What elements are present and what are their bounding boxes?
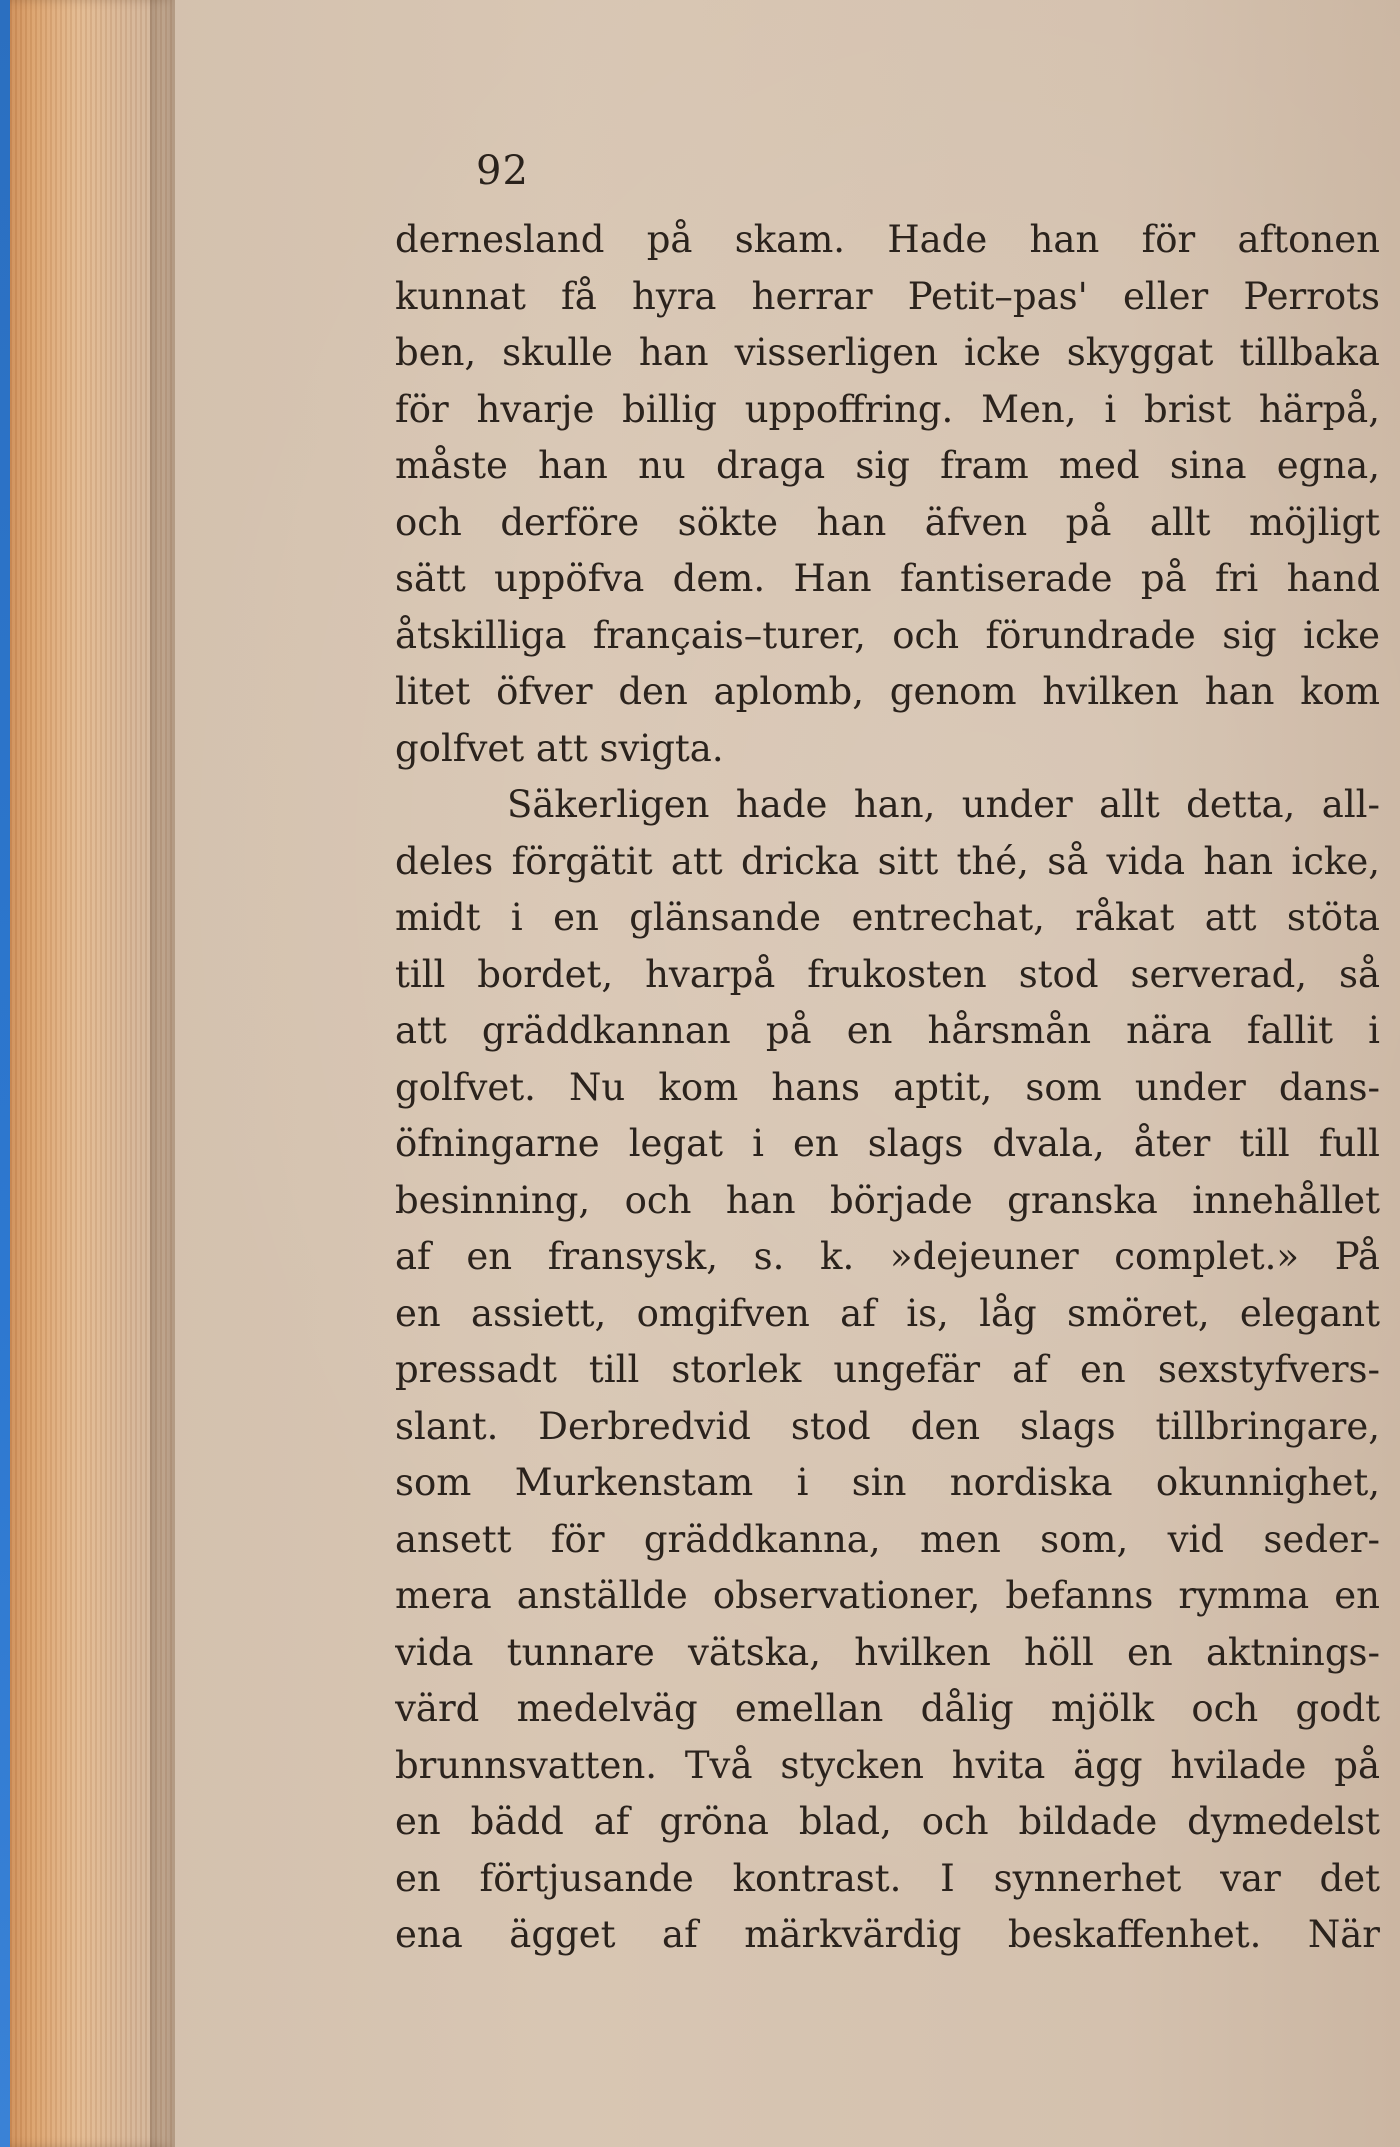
binding-cloth-strip — [0, 0, 10, 2147]
text-line: ena ägget af märkvärdig beskaffenhet. När — [395, 1913, 1380, 1956]
text-line: midt i en glänsande entrechat, råkat att stöta — [395, 896, 1380, 939]
text-line: besinning, och han började granska innehållet — [395, 1178, 1380, 1222]
text-line: åtskilliga français–turer, och förundrade sig icke — [395, 613, 1380, 657]
text-line: slant. Derbredvid stod den slags tillbringare, — [395, 1404, 1380, 1448]
text-line: deles förgätit att dricka sitt thé, så vida han icke, — [395, 839, 1380, 883]
text-line: en assiett, omgifven af is, låg smöret, elegant — [395, 1291, 1380, 1335]
text-line: Säkerligen hade han, under allt detta, all- — [507, 783, 1380, 826]
text-line: af en fransysk, s. k. »dejeuner complet.» På — [395, 1235, 1380, 1278]
text-line: som Murkenstam i sin nordiska okunnighet, — [395, 1461, 1380, 1504]
text-line: en förtjusande kontrast. I synnerhet var det — [395, 1856, 1380, 1900]
text-line: vida tunnare vätska, hvilken höll en aktnings- — [395, 1630, 1380, 1674]
text-line: öfningarne legat i en slags dvala, åter till full — [395, 1122, 1380, 1165]
text-line: sätt uppöfva dem. Han fantiserade på fri hand — [395, 557, 1380, 600]
text-line: och derföre sökte han äfven på allt möjligt — [395, 500, 1380, 544]
body-text — [395, 212, 1380, 1964]
text-line: att gräddkannan på en hårsmån nära fallit i — [395, 1009, 1380, 1052]
text-line: mera anställde observationer, befanns rymma en — [395, 1574, 1380, 1617]
binding-shadow — [150, 0, 175, 2147]
text-line: ansett för gräddkanna, men som, vid seder- — [395, 1517, 1380, 1561]
text-line: litet öfver den aplomb, genom hvilken han kom — [395, 670, 1380, 713]
text-line: golfvet att svigta. — [395, 726, 724, 770]
text-line: dernesland på skam. Hade han för aftonen — [395, 218, 1380, 261]
text-line: ben, skulle han visserligen icke skyggat tillbaka — [395, 331, 1380, 374]
text-line: för hvarje billig uppoffring. Men, i brist härpå, — [395, 387, 1380, 431]
page-number: 92 — [476, 148, 529, 194]
text-line: en bädd af gröna blad, och bildade dymedelst — [395, 1800, 1380, 1843]
text-line: värd medelväg emellan dålig mjölk och godt — [395, 1687, 1380, 1730]
text-line: kunnat få hyra herrar Petit–pas' eller Perrots — [395, 274, 1380, 318]
text-line: golfvet. Nu kom hans aptit, som under dans- — [395, 1065, 1380, 1109]
book-binding — [0, 0, 175, 2147]
text-line: till bordet, hvarpå frukosten stod serverad, så — [395, 952, 1380, 996]
text-line: måste han nu draga sig fram med sina egna, — [395, 444, 1380, 487]
text-line: brunnsvatten. Två stycken hvita ägg hvilade på — [395, 1743, 1380, 1787]
text-line: pressadt till storlek ungefär af en sexstyfvers- — [395, 1348, 1380, 1391]
